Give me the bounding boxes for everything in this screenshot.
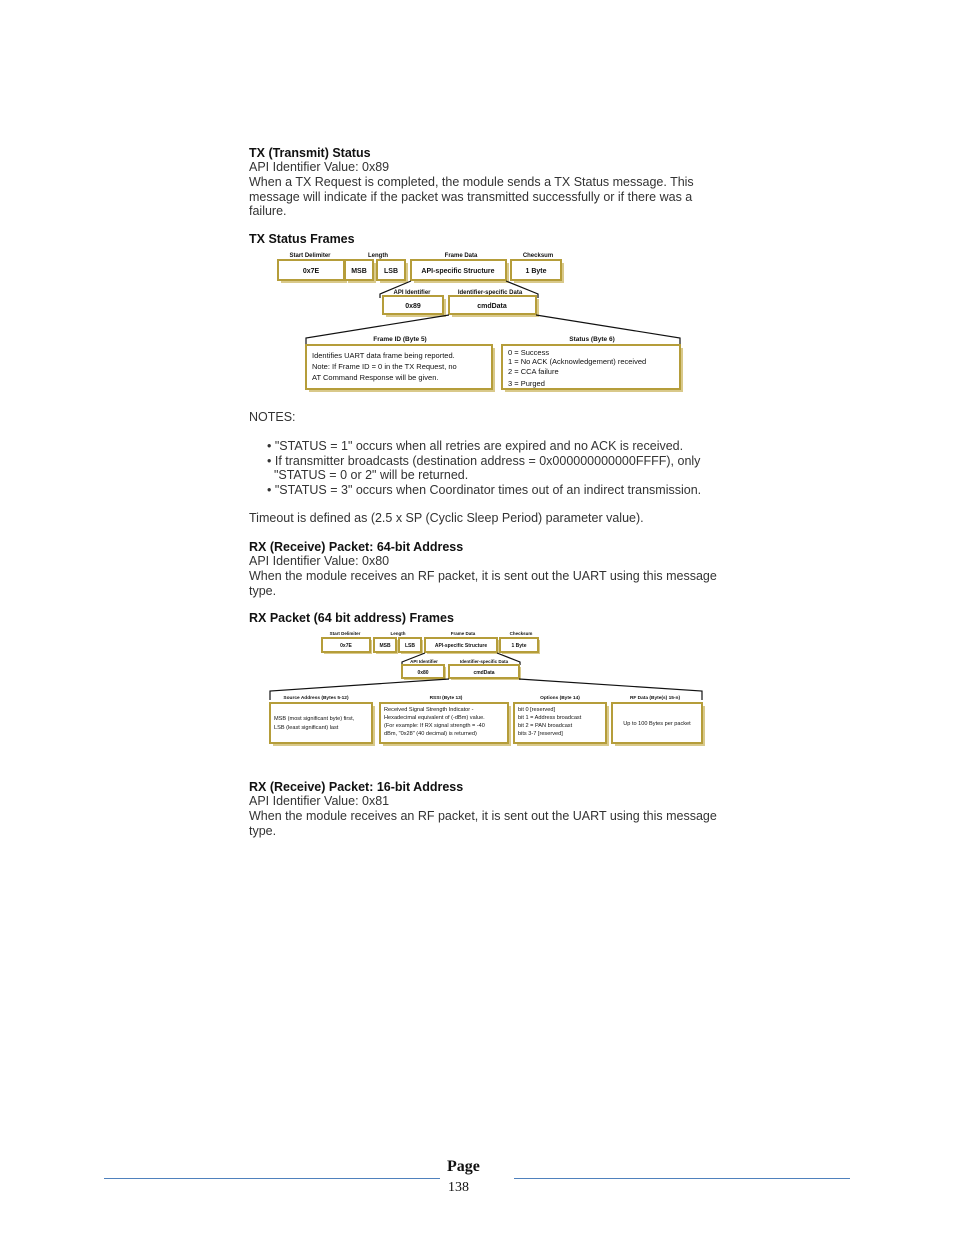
footer-rule-left	[104, 1178, 440, 1179]
tx-cmddata: cmdData	[477, 303, 507, 310]
rx64-hdr-start: Start Delimiter	[329, 631, 361, 636]
tx-frameid-line-1: Identifies UART data frame being reported.	[312, 351, 455, 360]
rx64-heading: RX (Receive) Packet: 64-bit Address	[249, 540, 464, 554]
tx-start-value: 0x7E	[302, 268, 320, 275]
note-item: • If transmitter broadcasts (destination address = 0x000000000000FFFF), only	[267, 453, 701, 468]
tx-api-identifier: API Identifier Value: 0x89	[249, 160, 390, 174]
rx64-api-structure: API-specific Structure	[434, 643, 488, 649]
tx-apiid-value: 0x89	[405, 303, 421, 310]
rx64-lsb: LSB	[405, 643, 415, 649]
rx64-source-line-1: MSB (most significant byte) first,	[274, 716, 355, 722]
tx-api-structure: API-specific Structure	[421, 268, 495, 275]
tx-hdr-frameid: Frame ID (Byte 5)	[373, 336, 427, 343]
rx64-cmddata: cmdData	[473, 670, 495, 676]
tx-hdr-checksum: Checksum	[522, 253, 554, 259]
tx-hdr-length: Length	[368, 253, 388, 259]
rx64-hdr-apiid: API Identifier	[410, 659, 438, 664]
tx-status-line-3: 2 = CCA failure	[508, 367, 559, 376]
tx-hdr-status: Status (Byte 6)	[569, 336, 615, 343]
rx64-api-identifier: API Identifier Value: 0x80	[249, 554, 390, 568]
tx-hdr-apiid: API Identifier	[393, 290, 431, 296]
rx64-frame-diagram	[262, 628, 708, 750]
tx-lsb: LSB	[384, 268, 398, 275]
note-item: "STATUS = 0 or 2" will be returned.	[267, 468, 469, 482]
rx64-rssi-line-2: Hexadecimal equivalent of (-dBm) value.	[384, 715, 485, 721]
rx64-hdr-rfdata: RF Data (Byte(s) 15-n)	[629, 696, 681, 701]
page-label: Page	[447, 1158, 480, 1175]
notes-list	[267, 439, 727, 497]
tx-hdr-frame: Frame Data	[444, 253, 478, 259]
rx64-rfdata-text: Up to 100 Bytes per packet	[623, 721, 691, 727]
tx-status-frame-diagram	[270, 248, 690, 396]
tx-hdr-start: Start Delimiter	[289, 253, 331, 259]
rx64-hdr-options: Options (Byte 14)	[540, 696, 580, 701]
rx16-api-identifier: API Identifier Value: 0x81	[249, 794, 390, 808]
rx64-apiid-value: 0x80	[417, 670, 429, 676]
rx64-hdr-checksum: Checksum	[509, 631, 533, 636]
page-number: 138	[448, 1180, 469, 1195]
tx-frameid-line-3: AT Command Response will be given.	[312, 373, 439, 382]
timeout-note: Timeout is defined as (2.5 x SP (Cyclic Sleep Period) parameter value).	[249, 511, 644, 525]
tx-frameid-line-2: Note: If Frame ID = 0 in the TX Request, no	[312, 362, 457, 371]
tx-status-line-4: 3 = Purged	[508, 379, 545, 388]
rx16-description: When the module receives an RF packet, it is sent out the UART using this message type.	[249, 809, 717, 838]
rx64-rssi-line-4: dBm, "0x28" (40 decimal) is returned)	[384, 731, 477, 737]
rx64-hdr-rssi: RSSI (Byte 13)	[429, 696, 463, 701]
note-item: • "STATUS = 1" occurs when all retries are expired and no ACK is received.	[267, 439, 684, 453]
footer-rule-right	[514, 1178, 850, 1179]
rx64-rssi-line-3: (For example: If RX signal strength = -40	[384, 723, 485, 729]
rx64-hdr-source: Source Address (Bytes 5-12)	[283, 696, 349, 701]
rx64-hdr-idspec: Identifier-specific Data	[459, 659, 509, 664]
rx64-description: When the module receives an RF packet, it is sent out the UART using this message type.	[249, 569, 717, 598]
notes-label: NOTES:	[249, 410, 296, 424]
tx-frames-heading: TX Status Frames	[249, 232, 355, 246]
rx64-rssi-line-1: Received Signal Strength Indicator -	[384, 707, 474, 713]
rx64-hdr-frame: Frame Data	[450, 631, 476, 636]
rx64-checksum-value: 1 Byte	[511, 643, 527, 649]
rx64-options-line-2: bit 1 = Address broadcast	[518, 715, 582, 721]
tx-status-line-1: 0 = Success	[508, 348, 550, 357]
rx64-hdr-length: Length	[390, 631, 406, 636]
tx-status-heading: TX (Transmit) Status	[249, 146, 371, 160]
tx-checksum-value: 1 Byte	[525, 268, 547, 275]
rx64-options-line-3: bit 2 = PAN broadcast	[518, 723, 573, 729]
rx64-source-line-2: LSB (least significant) last	[274, 725, 339, 731]
rx64-options-line-4: bits 3-7 [reserved]	[518, 731, 563, 737]
rx64-msb: MSB	[379, 643, 391, 649]
rx16-heading: RX (Receive) Packet: 16-bit Address	[249, 780, 464, 794]
rx64-frames-heading: RX Packet (64 bit address) Frames	[249, 611, 454, 625]
tx-description: When a TX Request is completed, the module sends a TX Status message. This message will indicate if the packet was transmitted successfully or if there was a failure.	[249, 175, 694, 218]
tx-hdr-idspec: Identifier-specific Data	[457, 290, 523, 296]
rx64-options-line-1: bit 0 [reserved]	[518, 707, 555, 713]
rx64-start-value: 0x7E	[340, 643, 352, 649]
tx-status-line-2: 1 = No ACK (Acknowledgement) received	[508, 357, 647, 366]
tx-msb: MSB	[351, 268, 367, 275]
note-item: • "STATUS = 3" occurs when Coordinator times out of an indirect transmission.	[267, 482, 702, 497]
